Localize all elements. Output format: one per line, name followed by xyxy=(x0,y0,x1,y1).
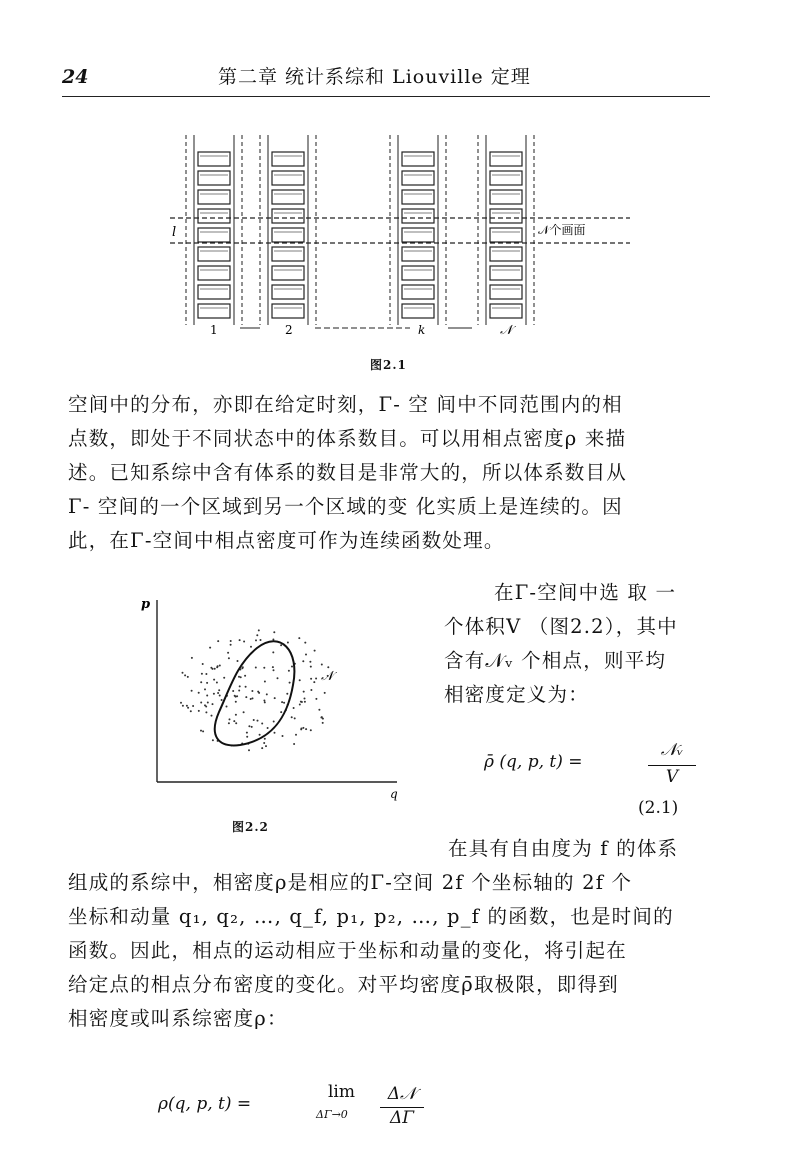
phase-point xyxy=(315,678,317,680)
phase-point xyxy=(186,705,188,707)
phase-cell xyxy=(272,209,304,223)
phase-point xyxy=(230,644,232,646)
phase-cell xyxy=(272,266,304,280)
phase-point xyxy=(251,726,253,728)
phase-point xyxy=(253,719,255,721)
phase-point xyxy=(246,736,248,738)
phase-point xyxy=(182,705,184,707)
phase-point xyxy=(266,693,268,695)
phase-cell xyxy=(402,152,434,166)
phase-point xyxy=(250,698,252,700)
phase-point xyxy=(303,691,305,693)
phase-cell xyxy=(402,228,434,242)
column-label-1: 1 xyxy=(210,323,218,337)
phase-point xyxy=(217,692,219,694)
phase-cell xyxy=(402,171,434,185)
phase-point xyxy=(263,667,265,669)
phase-point xyxy=(264,701,266,703)
phase-point xyxy=(235,701,237,703)
phase-cell xyxy=(198,171,230,185)
phase-point xyxy=(192,705,194,707)
phase-point xyxy=(187,676,189,678)
phase-cell xyxy=(402,190,434,204)
equation-number: (2.1) xyxy=(638,798,679,818)
phase-point xyxy=(238,690,240,692)
y-axis-label: p xyxy=(141,597,151,612)
phase-point xyxy=(227,652,229,654)
phase-point xyxy=(273,721,275,723)
phase-point xyxy=(191,657,193,659)
paragraph-1 xyxy=(68,388,748,563)
paragraph-2-line: 组成的系综中，相密度ρ是相应的Γ-空间 2f 个坐标轴的 2f 个 xyxy=(68,871,633,894)
phase-cell xyxy=(198,209,230,223)
phase-point xyxy=(223,677,225,679)
row-label: l xyxy=(172,225,177,240)
phase-point xyxy=(310,678,312,680)
side-text-line: 含有𝒩ᵥ 个相点，则平均 xyxy=(444,649,667,672)
phase-point xyxy=(304,701,306,703)
phase-point xyxy=(305,728,307,730)
phase-point xyxy=(239,639,241,641)
phase-point xyxy=(205,673,207,675)
phase-cell xyxy=(272,304,304,318)
phase-point xyxy=(255,639,257,641)
phase-cell xyxy=(272,228,304,242)
equation-2-1-numerator: 𝒩ᵥ xyxy=(660,740,684,760)
phase-point xyxy=(256,634,258,636)
phase-point xyxy=(291,666,293,668)
phase-point xyxy=(294,717,296,719)
phase-point xyxy=(212,703,214,705)
phase-point xyxy=(280,711,282,713)
phase-point xyxy=(299,679,301,681)
phase-point xyxy=(216,666,218,668)
equation-2-1-lhs: ρ̄ (q, p, t) = xyxy=(484,752,583,772)
phase-point xyxy=(300,701,302,703)
equation-limit-numerator: Δ𝒩 xyxy=(387,1084,417,1104)
phase-point xyxy=(232,690,234,692)
phase-point xyxy=(216,682,218,684)
phase-point xyxy=(300,728,302,730)
phase-point xyxy=(206,695,208,697)
phase-point xyxy=(217,640,219,642)
phase-point xyxy=(255,667,257,669)
phase-point xyxy=(324,692,326,694)
phase-point xyxy=(327,666,329,668)
phase-point xyxy=(318,709,320,711)
phase-point xyxy=(248,725,250,727)
phase-point xyxy=(226,706,228,708)
phase-point xyxy=(198,710,200,712)
phase-point xyxy=(235,696,237,698)
phase-point xyxy=(251,690,253,692)
phase-cell xyxy=(402,266,434,280)
paragraph-1-line: 述。已知系综中含有体系的数目是非常大的，所以体系数目从 xyxy=(68,461,627,484)
phase-cell xyxy=(198,304,230,318)
phase-point xyxy=(211,715,213,717)
phase-cell xyxy=(272,285,304,299)
equation-2-1-denominator: V xyxy=(665,767,679,787)
phase-point xyxy=(302,660,304,662)
paragraph-2-line: 在具有自由度为 f 的体系 xyxy=(448,837,679,860)
phase-cell xyxy=(198,285,230,299)
phase-cell xyxy=(490,171,522,185)
side-text xyxy=(444,576,744,716)
phase-point xyxy=(272,651,274,653)
phase-point xyxy=(295,734,297,736)
phase-point xyxy=(321,716,323,718)
phase-point xyxy=(282,735,284,737)
column-label-n: 𝒩 xyxy=(500,323,513,338)
phase-point xyxy=(229,718,231,720)
phase-point xyxy=(219,695,221,697)
figure-2-2-caption: 图2.2 xyxy=(232,820,269,834)
figure-2-1 xyxy=(160,130,640,350)
paragraph-1-line: Γ- 空间的一个区域到另一个区域的变 化实质上是连续的。因 xyxy=(68,495,623,518)
phase-point xyxy=(302,727,304,729)
phase-point xyxy=(238,676,240,678)
phase-point xyxy=(310,729,312,731)
phase-point xyxy=(273,669,275,671)
phase-point xyxy=(221,699,223,701)
phase-point xyxy=(289,682,291,684)
phase-point xyxy=(250,646,252,648)
x-axis-label: q xyxy=(390,787,398,801)
phase-point xyxy=(288,670,290,672)
phase-cell xyxy=(198,228,230,242)
phase-point xyxy=(235,722,237,724)
phase-point xyxy=(274,697,276,699)
phase-point xyxy=(201,673,203,675)
phase-point xyxy=(257,720,259,722)
phase-point xyxy=(287,642,289,644)
phase-cell xyxy=(490,247,522,261)
phase-point xyxy=(291,716,293,718)
lim-subscript: ΔΓ→0 xyxy=(316,1108,348,1121)
phase-point xyxy=(200,730,202,732)
phase-cell xyxy=(198,152,230,166)
phase-point xyxy=(243,711,245,713)
phase-point xyxy=(277,677,279,679)
paragraph-1-line: 点数，即处于不同状态中的体系数目。可以用相点密度ρ 来描 xyxy=(68,427,627,450)
phase-point xyxy=(235,714,237,716)
phase-point xyxy=(261,723,263,725)
phase-point xyxy=(263,742,265,744)
phase-cell xyxy=(272,247,304,261)
phase-point xyxy=(202,730,204,732)
phase-point xyxy=(205,706,207,708)
phase-point xyxy=(252,697,254,699)
equation-limit xyxy=(158,1078,478,1134)
side-text-line: 个体积V （图2.2），其中 xyxy=(444,615,678,638)
phase-point xyxy=(305,654,307,656)
phase-cell xyxy=(490,228,522,242)
phase-point xyxy=(246,732,248,734)
phase-point xyxy=(280,644,282,646)
phase-point xyxy=(286,693,288,695)
phase-cell xyxy=(272,152,304,166)
phase-point xyxy=(184,674,186,676)
phase-cell xyxy=(490,285,522,299)
phase-point xyxy=(272,639,274,641)
phase-point xyxy=(260,639,262,641)
side-text-line: 在Γ-空间中选 取 一 xyxy=(494,581,677,604)
phase-point xyxy=(200,681,202,683)
phase-point xyxy=(310,689,312,691)
phase-cell xyxy=(402,285,434,299)
phase-point xyxy=(245,696,247,698)
phase-cell xyxy=(490,152,522,166)
phase-point xyxy=(240,676,242,678)
phase-point xyxy=(283,702,285,704)
equation-limit-lhs: ρ(q, p, t) = xyxy=(158,1094,252,1114)
phase-point xyxy=(299,704,301,706)
phase-point xyxy=(230,640,232,642)
paragraph-2-line: 给定点的相点分布密度的变化。对平均密度ρ̄取极限，即得到 xyxy=(68,973,619,996)
equation-2-1 xyxy=(484,740,724,790)
phase-point xyxy=(219,665,221,667)
phase-point xyxy=(237,660,239,662)
paragraph-2-line: 相密度或叫系综密度ρ： xyxy=(68,1007,288,1030)
phase-cell xyxy=(402,247,434,261)
phase-cell xyxy=(402,304,434,318)
phase-point xyxy=(204,688,206,690)
paragraph-2 xyxy=(68,832,758,1042)
phase-point xyxy=(274,732,276,734)
phase-point xyxy=(315,698,317,700)
fraction-bar xyxy=(648,765,696,766)
phase-point xyxy=(258,629,260,631)
chapter-title: 第二章 统计系综和 Liouville 定理 xyxy=(218,66,531,88)
ensemble-annotation: 𝒩个画面 xyxy=(538,223,586,237)
phase-point xyxy=(198,692,200,694)
phase-point xyxy=(233,720,235,722)
phase-point xyxy=(309,661,311,663)
phase-cell xyxy=(490,190,522,204)
phase-point xyxy=(242,666,244,668)
phase-point xyxy=(321,664,323,666)
phase-cell xyxy=(198,190,230,204)
phase-point xyxy=(205,711,207,713)
phase-point xyxy=(200,702,202,704)
phase-point xyxy=(212,739,214,741)
phase-cell xyxy=(272,190,304,204)
phase-point xyxy=(244,675,246,677)
paragraph-2-line: 坐标和动量 q₁, q₂, …, q_f, p₁, p₂, …, p_f 的函数，也是时间的 xyxy=(68,905,674,928)
phase-point xyxy=(213,693,215,695)
page-number: 24 xyxy=(62,66,89,88)
paragraph-2-line: 函数。因此，相点的运动相应于坐标和动量的变化，将引起在 xyxy=(68,939,627,962)
phase-point xyxy=(209,647,211,649)
phase-point xyxy=(210,667,212,669)
phase-point xyxy=(213,679,215,681)
phase-point xyxy=(272,666,274,668)
equation-limit-denominator: ΔΓ xyxy=(389,1108,415,1128)
phase-point xyxy=(239,685,241,687)
phase-point xyxy=(245,686,247,688)
phase-point xyxy=(248,749,250,751)
region-label: 𝒩 xyxy=(321,669,334,684)
phase-cell xyxy=(402,209,434,223)
phase-cell xyxy=(490,304,522,318)
phase-point xyxy=(202,663,204,665)
header-rule xyxy=(62,96,710,97)
phase-point xyxy=(265,745,267,747)
phase-point xyxy=(261,747,263,749)
phase-point xyxy=(293,743,295,745)
figure-2-2 xyxy=(135,590,415,805)
phase-point xyxy=(304,698,306,700)
phase-point xyxy=(187,707,189,709)
phase-point xyxy=(273,631,275,633)
phase-point xyxy=(206,682,208,684)
phase-point xyxy=(207,702,209,704)
lim-operator: lim xyxy=(328,1082,355,1102)
phase-point xyxy=(298,637,300,639)
phase-point xyxy=(267,727,269,729)
phase-point xyxy=(304,642,306,644)
phase-point xyxy=(281,701,283,703)
phase-point xyxy=(310,666,312,668)
column-label-k: k xyxy=(418,323,426,337)
phase-point xyxy=(180,702,182,704)
phase-point xyxy=(322,722,324,724)
phase-point xyxy=(191,690,193,692)
phase-point xyxy=(190,710,192,712)
column-label-2: 2 xyxy=(285,323,293,337)
phase-point xyxy=(214,668,216,670)
phase-cell xyxy=(490,209,522,223)
phase-point xyxy=(313,681,315,683)
page-header xyxy=(62,56,710,96)
phase-point xyxy=(218,689,220,691)
phase-point xyxy=(264,738,266,740)
phase-point xyxy=(258,692,260,694)
phase-point xyxy=(259,734,261,736)
phase-point xyxy=(314,650,316,652)
phase-point xyxy=(243,641,245,643)
side-text-line: 相密度定义为： xyxy=(444,683,589,706)
figure-2-1-caption: 图2.1 xyxy=(370,358,407,372)
phase-point xyxy=(228,657,230,659)
phase-point xyxy=(264,681,266,683)
phase-cell xyxy=(490,266,522,280)
phase-point xyxy=(182,672,184,674)
phase-point xyxy=(293,707,295,709)
phase-points xyxy=(180,629,329,751)
phase-cell xyxy=(272,171,304,185)
paragraph-1-line: 此，在Γ-空间中相点密度可作为连续函数处理。 xyxy=(68,529,505,552)
figure-2-1-columns xyxy=(186,135,534,325)
phase-cell xyxy=(198,247,230,261)
phase-cell xyxy=(198,266,230,280)
paragraph-1-line: 空间中的分布，亦即在给定时刻，Γ- 空 间中不同范围内的相 xyxy=(68,393,623,416)
phase-point xyxy=(228,722,230,724)
volume-boundary xyxy=(215,641,295,745)
phase-point xyxy=(263,700,265,702)
